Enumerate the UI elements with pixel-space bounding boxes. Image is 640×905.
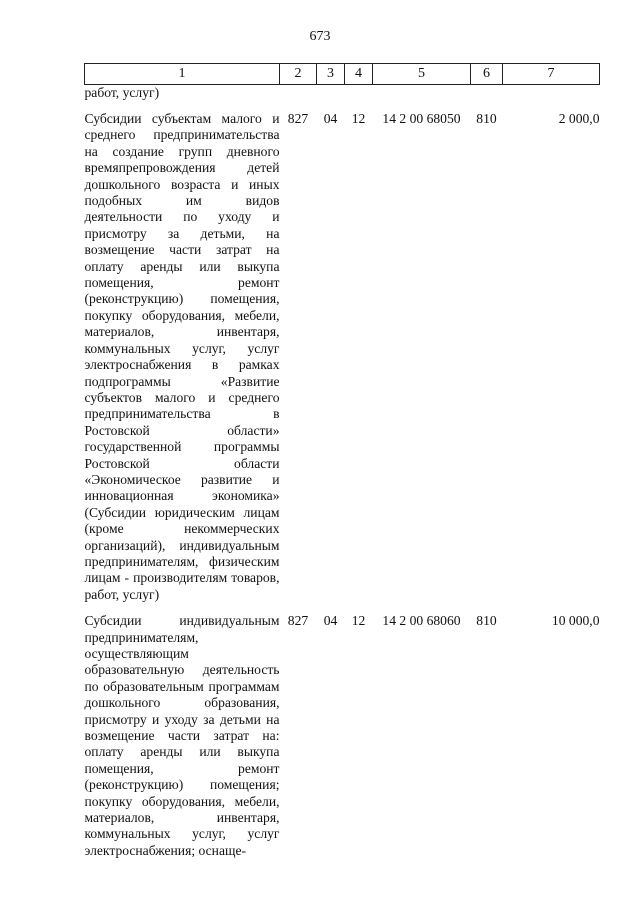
column-header-3: 3 <box>317 64 345 85</box>
row-expense-type: 810 <box>476 613 497 629</box>
continuation-text: работ, услуг) <box>84 85 160 100</box>
row-target-article: 14 2 00 68050 <box>382 111 461 126</box>
row-target-article: 14 2 00 68060 <box>382 613 461 629</box>
row-description: Субсидии индивидуальным предпринимателям, осуществляющим образовательную деятельность по образовательным программам дошкольного образования, присмотру и уходу за детьми на возмещение части затрат на: оплату аренды или выкупа помещения, ремонт (реконструкцию) помещения; покупку оборудования, мебели, материалов, инвентаря, коммунальных услуг, услуг электроснабжения; оснаще- <box>84 613 280 858</box>
column-header-7: 7 <box>503 64 600 85</box>
row-subsection-code: 12 <box>351 111 366 126</box>
row-ministry-code: 827 <box>287 613 309 629</box>
page-number: 673 <box>309 29 331 44</box>
row-ministry-code: 827 <box>287 111 309 126</box>
continuation-row <box>85 85 600 102</box>
column-header-5: 5 <box>373 64 471 85</box>
row-expense-type: 810 <box>476 111 497 126</box>
row-amount: 10 000,0 <box>551 613 600 629</box>
row-subsection-code: 12 <box>351 613 366 629</box>
column-header-2: 2 <box>280 64 317 85</box>
column-header-6: 6 <box>471 64 503 85</box>
column-header-1: 1 <box>85 64 280 85</box>
table-row <box>85 111 600 603</box>
row-description: Субсидии субъектам малого и среднего предпринимательства на создание групп дневного времяпрепровождения детей дошкольного возраста и иных подобных им видов деятельности по уходу и присмотру за детьми, на возмещение части затрат на оплату аренды или выкупа помещения, ремонт (реконструкцию) помещения, покупку оборудования, мебели, материалов, инвентаря, коммунальных услуг, услуг электроснабжения в рамках подпрограммы «Развитие субъектов малого и среднего предпринимательства в Ростовской области» государственной программы Ростовской области «Экономическое развитие и инновационная экономика» (Субсидии юридическим лицам (кроме некоммерческих организаций), индивидуальным предпринимателям, физическим лицам - производителям товаров, работ, услуг) <box>84 111 280 602</box>
budget-table <box>84 63 600 859</box>
row-section-code: 04 <box>323 111 338 126</box>
column-header-4: 4 <box>345 64 373 85</box>
row-amount: 2 000,0 <box>558 111 600 126</box>
column-number-header-row <box>85 64 600 85</box>
table-row <box>85 613 600 859</box>
row-section-code: 04 <box>323 613 338 629</box>
